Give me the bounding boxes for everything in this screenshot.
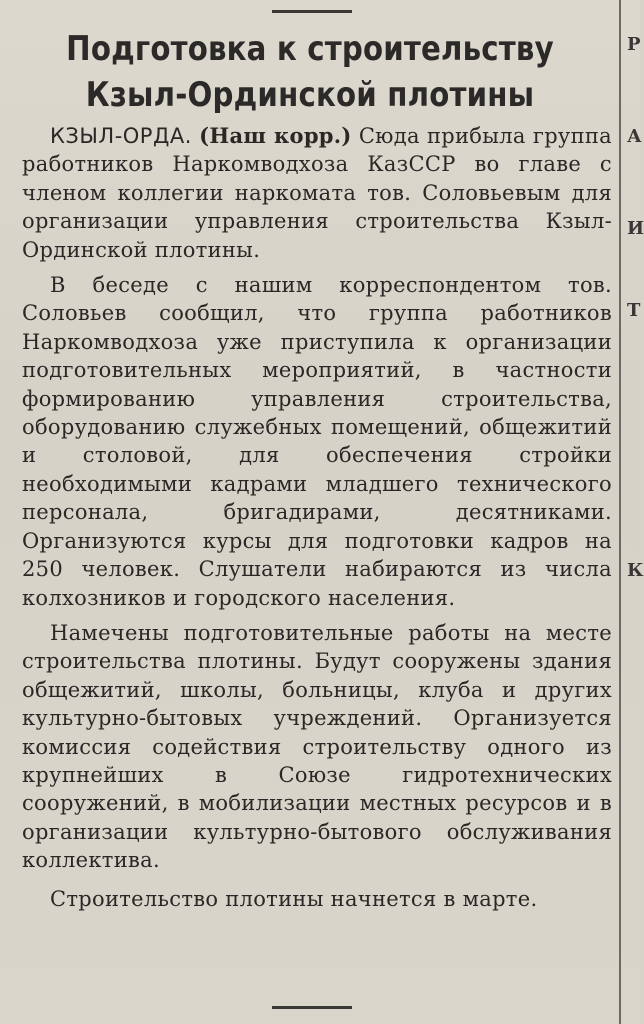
adjacent-char: К [627,560,644,581]
article-paragraph-2: В беседе с нашим корреспондентом тов. Соловьев сообщил, что группа работников Наркомводхоза уже приступила к организации подготовительных мероприятий, в частности формированию управления строительства, оборудованию служебных помещений, общежитий и столовой, для обеспечения стройки необходимыми кадрами младшего технического персонала, бригадирами, десятниками. Организуются курсы для подготовки кадров на 250 человек. Слушатели набираются из числа колхозников и городского населения. [22,273,612,610]
adjacent-char: И [627,218,644,239]
dateline: КЗЫЛ-ОРДА. [50,124,192,148]
article-paragraph-3: Намечены подготовительные работы на месте строительства плотины. Будут сооружены здания общежитий, школы, больницы, клуба и других культурно-бытовых учреждений. Организуется комиссия содействия строительству одного из крупнейших в Союзе гидротехнических сооружений, в мобилизации местных ресурсов и в организации культурно-бытового обслуживания коллектива. [22,620,612,873]
headline-line-1: Подготовка к строительству [66,29,554,69]
headline-line-2: Кзыл-Ординской плотины [85,75,535,115]
article-body [22,122,612,920]
adjacent-char: А [627,126,642,147]
bottom-separator-rule [272,1006,352,1009]
adjacent-column-fragment [623,0,644,1024]
article-headline [52,26,568,118]
article-paragraph-1 [22,122,612,264]
adjacent-char: Р [627,34,641,55]
column-divider [619,0,621,1024]
source-note: (Наш корр.) [199,123,352,148]
adjacent-char: Т [627,300,641,321]
article-paragraph-4: Строительство плотины начнется в марте. [50,886,538,911]
top-separator-rule [272,10,352,13]
paragraph-1-text: Сюда прибыла группа работников Наркомводхоза КазССР во главе с членом коллегии наркомата тов. Соловьевым для организации управления строительства Кзыл-Ординской плотины. [22,124,613,262]
